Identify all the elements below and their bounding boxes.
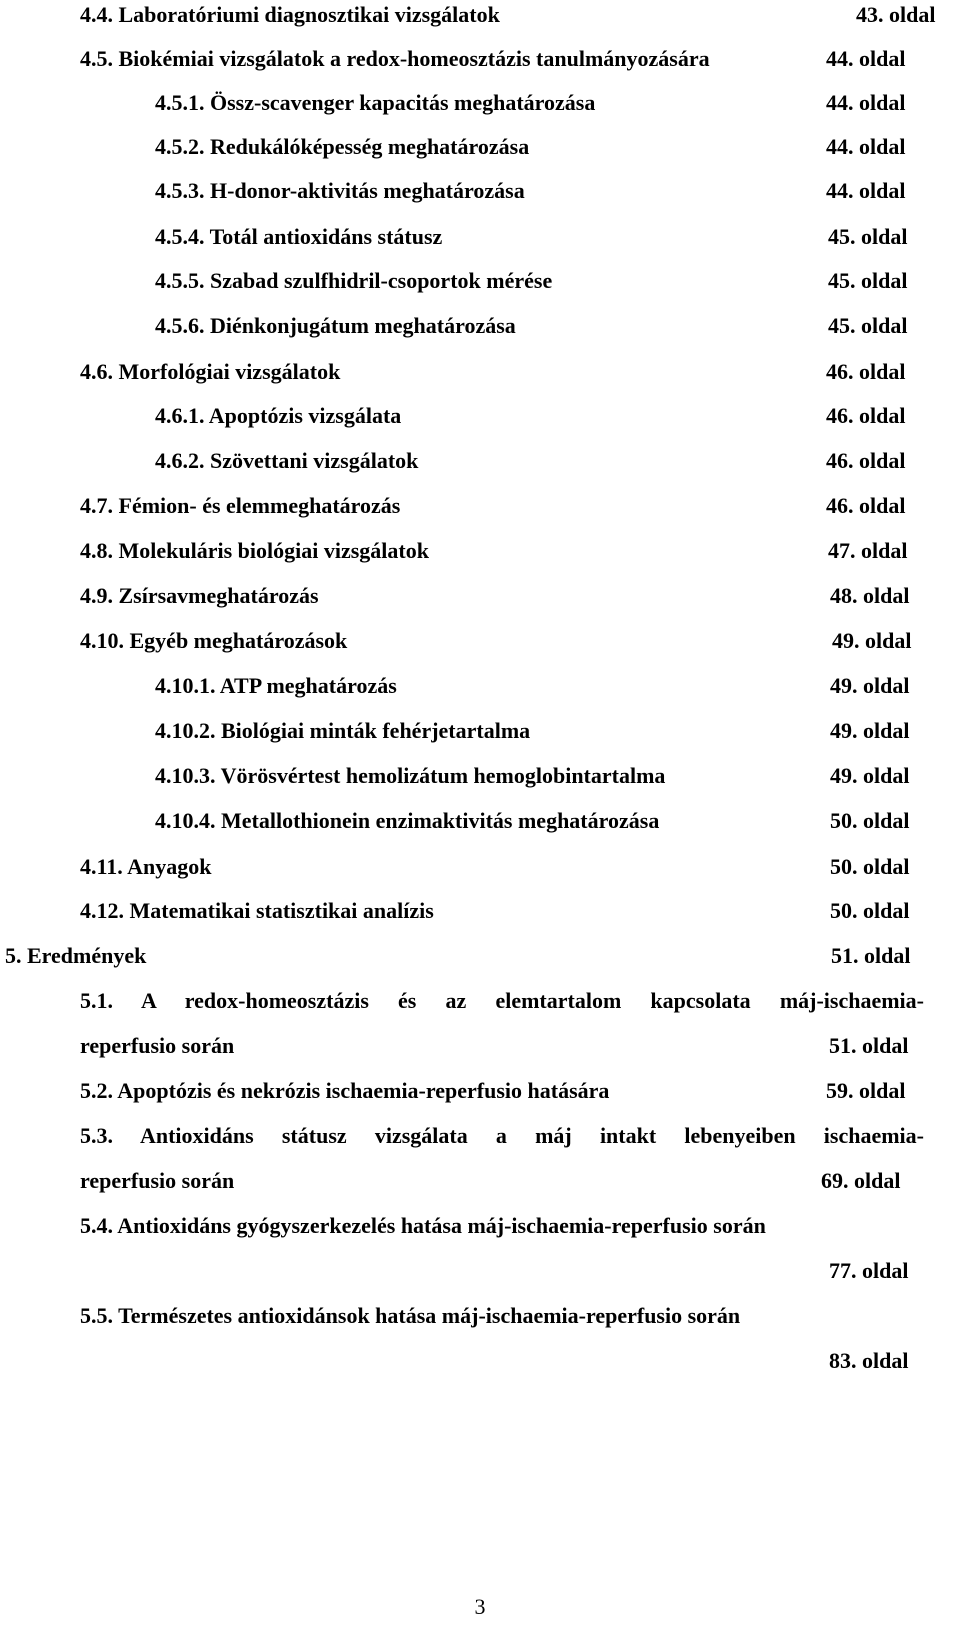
toc-entry-title: 4.5.3. H-donor-aktivitás meghatározása bbox=[155, 178, 525, 203]
toc-entry-title: 4.5. Biokémiai vizsgálatok a redox-homeosztázis tanulmányozására bbox=[80, 46, 710, 71]
toc-entry-page: 46. oldal bbox=[826, 359, 906, 384]
toc-entry-title: 4.12. Matematikai statisztikai analízis bbox=[80, 898, 434, 923]
toc-entry bbox=[155, 671, 924, 701]
toc-entry bbox=[155, 446, 924, 476]
toc-entry bbox=[155, 176, 924, 206]
toc-entry-page: 50. oldal bbox=[830, 808, 910, 833]
toc-entry bbox=[80, 896, 924, 926]
toc-entry bbox=[155, 311, 924, 341]
toc-entry-page: 47. oldal bbox=[828, 538, 908, 563]
toc-entry bbox=[155, 222, 924, 252]
toc-entry bbox=[155, 88, 924, 118]
toc-entry bbox=[155, 401, 924, 431]
toc-entry-title: 4.10.1. ATP meghatározás bbox=[155, 673, 397, 698]
toc-entry-page: 48. oldal bbox=[830, 583, 910, 608]
toc-entry-page: 59. oldal bbox=[826, 1078, 906, 1103]
toc-entry-title: 4.5.4. Totál antioxidáns státusz bbox=[155, 224, 443, 249]
toc-entry-title: 4.5.1. Össz-scavenger kapacitás meghatározása bbox=[155, 90, 596, 115]
toc-entry-title: 4.10.3. Vörösvértest hemolizátum hemoglobintartalma bbox=[155, 763, 666, 788]
toc-entry bbox=[155, 761, 924, 791]
toc-entry-page: 44. oldal bbox=[826, 90, 906, 115]
toc-entry-page: 45. oldal bbox=[828, 268, 908, 293]
toc-entry bbox=[80, 581, 924, 611]
toc-entry-title: 4.11. Anyagok bbox=[80, 854, 212, 879]
toc-entry-page: 69. oldal bbox=[821, 1168, 901, 1193]
toc-entry bbox=[80, 536, 924, 566]
page-number: 3 bbox=[474, 1594, 486, 1619]
toc-entry-title: 4.6. Morfológiai vizsgálatok bbox=[80, 359, 341, 384]
toc-entry-page: 50. oldal bbox=[830, 898, 910, 923]
toc-entry-page: 45. oldal bbox=[828, 313, 908, 338]
toc-chapter-entry bbox=[5, 941, 924, 971]
toc-entry-page: 44. oldal bbox=[826, 134, 906, 159]
toc-entry-page: 46. oldal bbox=[826, 448, 906, 473]
toc-entry-title: 4.5.2. Redukálóképesség meghatározása bbox=[155, 134, 530, 159]
toc-entry bbox=[80, 357, 924, 387]
toc-entry-page: 77. oldal bbox=[829, 1258, 909, 1283]
toc-entry bbox=[155, 132, 924, 162]
toc-results-line: 5.5. Természetes antioxidánsok hatása máj-ischaemia-reperfusio során bbox=[80, 1303, 741, 1328]
toc-entry-title: 4.8. Molekuláris biológiai vizsgálatok bbox=[80, 538, 429, 563]
toc-entry-title: 4.6.1. Apoptózis vizsgálata bbox=[155, 403, 402, 428]
toc-results-line: 5.4. Antioxidáns gyógyszerkezelés hatása máj-ischaemia-reperfusio során bbox=[80, 1213, 766, 1238]
toc-entry-title: 5. Eredmények bbox=[5, 943, 147, 968]
toc-results-line: 5.3. Antioxidáns státusz vizsgálata a máj intakt lebenyeiben ischaemia- bbox=[80, 1123, 924, 1148]
toc-entry bbox=[155, 806, 924, 836]
toc-entry-page: 46. oldal bbox=[826, 493, 906, 518]
toc-results-line: reperfusio során bbox=[80, 1168, 235, 1193]
toc-entry-title: 4.7. Fémion- és elemmeghatározás bbox=[80, 493, 401, 518]
toc-entry bbox=[80, 491, 924, 521]
toc-entry-title: 4.5.5. Szabad szulfhidril-csoportok mérése bbox=[155, 268, 553, 293]
toc-entry bbox=[80, 852, 924, 882]
toc-entry-title: 4.5.6. Diénkonjugátum meghatározása bbox=[155, 313, 516, 338]
toc-entry-title: 4.10.2. Biológiai minták fehérjetartalma bbox=[155, 718, 531, 743]
toc-entry-title: 4.6.2. Szövettani vizsgálatok bbox=[155, 448, 419, 473]
toc-entry-title: 4.10. Egyéb meghatározások bbox=[80, 628, 348, 653]
toc-entry-title: 4.9. Zsírsavmeghatározás bbox=[80, 583, 319, 608]
toc-entry bbox=[80, 626, 924, 656]
toc-entry-page: 49. oldal bbox=[832, 628, 912, 653]
toc-results-line: 5.2. Apoptózis és nekrózis ischaemia-reperfusio hatására bbox=[80, 1078, 610, 1103]
toc-entry-page: 49. oldal bbox=[830, 673, 910, 698]
toc-entry bbox=[155, 266, 924, 296]
toc-entry-page: 51. oldal bbox=[831, 943, 911, 968]
toc-entry-page: 44. oldal bbox=[826, 46, 906, 71]
toc-entry-page: 45. oldal bbox=[828, 224, 908, 249]
toc-entry-page: 49. oldal bbox=[830, 763, 910, 788]
toc-entry-title: 4.4. Laboratóriumi diagnosztikai vizsgálatok bbox=[80, 2, 500, 27]
toc-entry bbox=[80, 0, 936, 30]
toc-results-line: reperfusio során bbox=[80, 1033, 235, 1058]
toc-entry-page: 50. oldal bbox=[830, 854, 910, 879]
toc-entry-page: 51. oldal bbox=[829, 1033, 909, 1058]
toc-entry bbox=[80, 44, 924, 74]
toc-results-line: 5.1. A redox-homeosztázis és az elemtartalom kapcsolata máj-ischaemia- bbox=[80, 988, 924, 1013]
toc-entry-page: 46. oldal bbox=[826, 403, 906, 428]
toc-entry-title: 4.10.4. Metallothionein enzimaktivitás meghatározása bbox=[155, 808, 660, 833]
toc-entry-page: 43. oldal bbox=[856, 2, 936, 27]
toc-entry-page: 44. oldal bbox=[826, 178, 906, 203]
toc-entry bbox=[155, 716, 924, 746]
toc-entry-page: 49. oldal bbox=[830, 718, 910, 743]
toc-entry-page: 83. oldal bbox=[829, 1348, 909, 1373]
